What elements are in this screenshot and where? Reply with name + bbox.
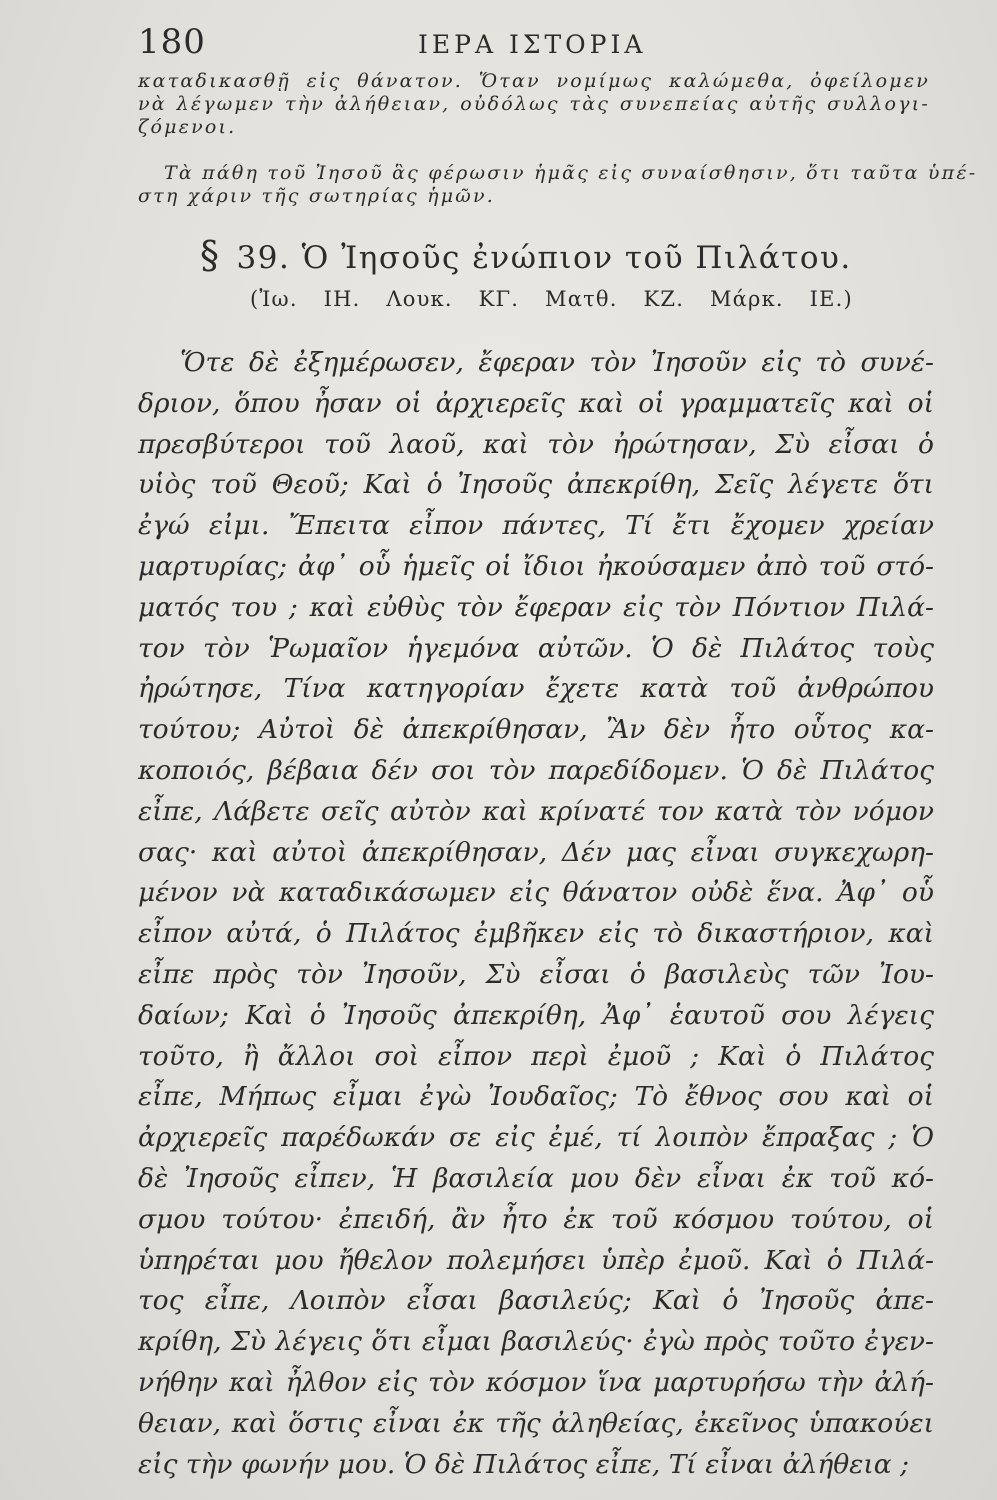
text-line: ματός του ; καὶ εὐθὺς τὸν ἔφεραν εἰς τὸν Πόντιον Πιλά-	[138, 591, 934, 623]
section-heading	[200, 233, 852, 277]
text-line: τούτου; Αὐτοὶ δὲ ἀπεκρίθησαν, Ἂν δὲν ἦτο οὗτος κα-	[138, 714, 934, 746]
text-line: ἠρώτησε, Τίνα κατηγορίαν ἔχετε κατὰ τοῦ ἀνθρώπου	[138, 673, 934, 705]
text-line: εἶπον αὐτά, ὁ Πιλάτος ἐμβῆκεν εἰς τὸ δικαστήριον, καὶ	[138, 918, 934, 950]
text-line: τοῦτο, ἢ ἄλλοι σοὶ εἶπον περὶ ἐμοῦ ; Καὶ ὁ Πιλάτος	[138, 1040, 934, 1072]
text-line: στη χάριν τῆς σωτηρίας ἡμῶν.	[138, 185, 495, 207]
text-line: ὑπηρέται μου ἤθελον πολεμήσει ὑπὲρ ἐμοῦ. Καὶ ὁ Πιλά-	[138, 1244, 934, 1276]
text-line: καταδικασθῇ εἰς θάνατον. Ὅταν νομίμως καλώμεθα, ὀφείλομεν	[138, 70, 930, 92]
text-line: εἰς τὴν φωνήν μου. Ὁ δὲ Πιλάτος εἶπε, Τί εἶναι ἀλήθεια ;	[138, 1448, 910, 1480]
text-line: πρεσβύτεροι τοῦ λαοῦ, καὶ τὸν ἠρώτησαν, Σὺ εἶσαι ὁ	[138, 428, 934, 460]
text-line: Τὰ πάθη τοῦ Ἰησοῦ ἃς φέρωσιν ἡμᾶς εἰς συναίσθησιν, ὅτι ταῦτα ὑπέ-	[164, 162, 978, 184]
text-line: ἐγώ εἰμι. Ἔπειτα εἶπον πάντες, Τί ἔτι ἔχομεν χρείαν	[138, 510, 934, 542]
text-line: νήθην καὶ ἦλθον εἰς τὸν κόσμον ἵνα μαρτυρήσω τὴν ἀλή-	[138, 1366, 934, 1398]
text-line: δαίων; Καὶ ὁ Ἰησοῦς ἀπεκρίθη, Ἀφ᾽ ἑαυτοῦ σου λέγεις	[138, 999, 934, 1031]
section-title: 39. Ὁ Ἰησοῦς ἐνώπιον τοῦ Πιλάτου.	[236, 240, 852, 276]
running-head: ΙΕΡΑ ΙΣΤΟΡΙΑ	[418, 30, 647, 59]
intro-paragraph	[138, 70, 930, 139]
text-line: σμου τούτου· ἐπειδή, ἂν ἦτο ἐκ τοῦ κόσμου τούτου, οἱ	[138, 1203, 934, 1235]
text-line: δὲ Ἰησοῦς εἶπεν, Ἡ βασιλεία μου δὲν εἶναι ἐκ τοῦ κό-	[138, 1162, 934, 1194]
reflection-paragraph	[138, 162, 978, 208]
text-line: ζόμενοι.	[138, 116, 237, 138]
text-line: κοποιός, βέβαια δέν σοι τὸν παρεδίδομεν. Ὁ δὲ Πιλάτος	[138, 754, 934, 786]
text-line: κρίθη, Σὺ λέγεις ὅτι εἶμαι βασιλεύς· ἐγὼ πρὸς τοῦτο ἐγεν-	[138, 1326, 934, 1358]
text-line: νὰ λέγωμεν τὴν ἀλήθειαν, οὐδόλως τὰς συνεπείας αὐτῆς συλλογι-	[138, 93, 930, 115]
text-line: τον τὸν Ῥωμαῖον ἡγεμόνα αὐτῶν. Ὁ δὲ Πιλάτος τοὺς	[138, 632, 934, 664]
scripture-references: (Ἰω. ΙΗ. Λουκ. ΚΓ. Ματθ. ΚΖ. Μάρκ. ΙΕ.)	[250, 287, 853, 311]
section-sign: §	[200, 233, 221, 277]
text-line: υἱὸς τοῦ Θεοῦ; Καὶ ὁ Ἰησοῦς ἀπεκρίθη, Σεῖς λέγετε ὅτι	[138, 469, 934, 501]
text-line: τος εἶπε, Λοιπὸν εἶσαι βασιλεύς; Καὶ ὁ Ἰησοῦς ἀπε-	[138, 1285, 934, 1317]
text-line: εἶπε πρὸς τὸν Ἰησοῦν, Σὺ εἶσαι ὁ βασιλεὺς τῶν Ἰου-	[138, 958, 934, 990]
text-line: ἀρχιερεῖς παρέδωκάν σε εἰς ἐμέ, τί λοιπὸν ἔπραξας ; Ὁ	[138, 1122, 934, 1154]
text-line: εἶπε, Μήπως εἶμαι ἐγὼ Ἰουδαῖος; Τὸ ἔθνος σου καὶ οἱ	[138, 1081, 934, 1113]
text-line: μαρτυρίας; ἀφ᾽ οὗ ἡμεῖς οἱ ἴδιοι ἠκούσαμεν ἀπὸ τοῦ στό-	[138, 550, 934, 582]
page-header	[138, 22, 938, 66]
text-line: θειαν, καὶ ὅστις εἶναι ἐκ τῆς ἀληθείας, ἐκεῖνος ὑπακούει	[138, 1407, 934, 1439]
text-line: Ὅτε δὲ ἐξημέρωσεν, ἔφεραν τὸν Ἰησοῦν εἰς τὸ συνέ-	[180, 347, 934, 378]
text-line: σας· καὶ αὐτοὶ ἀπεκρίθησαν, Δέν μας εἶναι συγκεχωρη-	[138, 836, 934, 868]
page-number: 180	[138, 22, 206, 62]
body-text	[138, 343, 934, 1485]
text-line: μένον νὰ καταδικάσωμεν εἰς θάνατον οὐδὲ ἕνα. Ἀφ᾽ οὗ	[138, 877, 934, 909]
text-line: εἶπε, Λάβετε σεῖς αὐτὸν καὶ κρίνατέ τον κατὰ τὸν νόμον	[138, 795, 934, 827]
text-line: δριον, ὅπου ἦσαν οἱ ἀρχιερεῖς καὶ οἱ γραμματεῖς καὶ οἱ	[138, 387, 934, 419]
